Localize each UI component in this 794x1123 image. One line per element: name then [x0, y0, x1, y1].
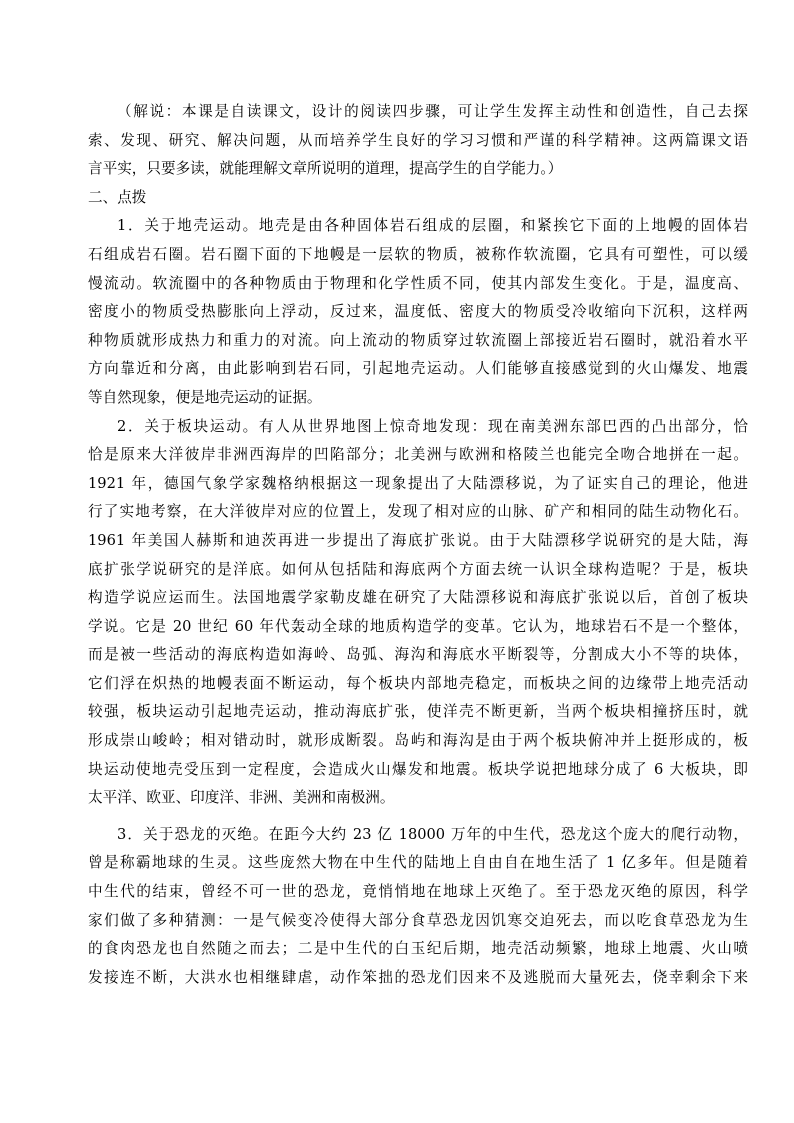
text-line: 1961 年美国人赫斯和迪茨再进一步提出了海底扩张说。由于大陆漂移学说研究的是大陆，海 [88, 531, 748, 549]
text-line: 言平实，只要多读，就能理解文章所说明的道理，提高学生的自学能力。） [88, 160, 563, 178]
text-line: 恰是原来大洋彼岸非洲西海岸的凹陷部分；北美洲与欧洲和格陵兰也能完全吻合地拼在一起。 [88, 446, 748, 464]
point-2-paragraph [88, 413, 748, 813]
explanation-paragraph [88, 98, 748, 184]
point-3-paragraph [88, 821, 748, 993]
text-line: 构造学说应运而生。法国地震学家勒皮雄在研究了大陆漂移说和海底扩张说以后，首创了板块 [88, 589, 748, 607]
text-line: 底扩张学说研究的是洋底。如何从包括陆和海底两个方面去统一认识全球构造呢？于是，板块 [88, 560, 748, 578]
text-line: 索、发现、研究、解决问题，从而培养学生良好的学习习惯和严谨的科学精神。这两篇课文语 [88, 131, 748, 149]
text-line: 种物质就形成热力和重力的对流。向上流动的物质穿过软流圈上部接近岩石圈时，就沿着水平 [88, 331, 748, 349]
text-line: 行了实地考察，在大洋彼岸对应的位置上，发现了相对应的山脉、矿产和相同的陆生动物化石。 [88, 503, 748, 521]
paragraph-gap [88, 813, 748, 821]
text-line: 等自然现象，便是地壳运动的证据。 [88, 388, 322, 406]
text-line: 发接连不断，大洪水也相继肆虐，动作笨拙的恐龙们因来不及逃脱而大量死去，侥幸剩余下来 [88, 968, 748, 986]
text-line: 形成崇山峻岭；相对错动时，就形成断裂。岛屿和海沟是由于两个板块俯冲并上挺形成的，板 [88, 732, 748, 750]
text-line: 它们浮在炽热的地幔表面不断运动，每个板块内部地壳稳定，而板块之间的边缘带上地壳活动 [88, 674, 748, 692]
text-line: 1921 年，德国气象学家魏格纳根据这一现象提出了大陆漂移说，为了证实自己的理论，他进 [88, 474, 748, 492]
text-line: 2．关于板块运动。有人从世界地图上惊奇地发现：现在南美洲东部巴西的凸出部分，恰 [117, 417, 748, 435]
text-line: 太平洋、欧亚、印度洋、非洲、美洲和南极洲。 [88, 789, 395, 807]
section-heading: 二、点拨 [88, 188, 147, 206]
text-line: 方向靠近和分离，由此影响到岩石同，引起地壳运动。人们能够直接感觉到的火山爆发、地震 [88, 360, 748, 378]
document-body [88, 98, 748, 992]
text-line: 3．关于恐龙的灭绝。在距今大约 23 亿 18000 万年的中生代，恐龙这个庞大的爬行动物， [117, 825, 748, 843]
text-line: 慢流动。软流圈中的各种物质由于物理和化学性质不同，使其内部发生变化。于是，温度高、 [88, 274, 748, 292]
text-line: 的食肉恐龙也自然随之而去；二是中生代的白玉纪后期，地壳活动频繁，地球上地震、火山喷 [88, 940, 748, 958]
text-line: 学说。它是 20 世纪 60 年代轰动全球的地质构造学的变革。它认为，地球岩石不是一个整体， [88, 617, 748, 635]
point-1-paragraph [88, 212, 748, 412]
text-line: 曾是称霸地球的生灵。这些庞然大物在中生代的陆地上自由自在地生活了 1 亿多年。但是随着 [88, 854, 748, 872]
text-line: 1．关于地壳运动。地壳是由各种固体岩石组成的层圈，和紧挨它下面的上地幔的固体岩 [117, 217, 748, 235]
text-line: 块运动使地壳受压到一定程度，会造成火山爆发和地震。板块学说把地球分成了 6 大板块，即 [88, 760, 748, 778]
text-line: 密度小的物质受热膨胀向上浮动，反过来，温度低、密度大的物质受冷收缩向下沉积，这样两 [88, 303, 748, 321]
text-line: 而是被一些活动的海底构造如海岭、岛弧、海沟和海底水平断裂等，分割成大小不等的块体， [88, 646, 748, 664]
text-line: 中生代的结束，曾经不可一世的恐龙，竟悄悄地在地球上灭绝了。至于恐龙灭绝的原因，科学 [88, 883, 748, 901]
text-line: 石组成岩石圈。岩石圈下面的下地幔是一层软的物质，被称作软流圈，它具有可塑性，可以缓 [88, 245, 748, 263]
text-line: （解说：本课是自读课文，设计的阅读四步骤，可让学生发挥主动性和创造性，自己去探 [117, 103, 748, 120]
text-line: 较强，板块运动引起地壳运动，推动海底扩张，使洋壳不断更新，当两个板块相撞挤压时，就 [88, 703, 748, 721]
text-line: 家们做了多种猜测：一是气候变冷使得大部分食草恐龙因饥寒交迫死去，而以吃食草恐龙为生 [88, 911, 748, 929]
